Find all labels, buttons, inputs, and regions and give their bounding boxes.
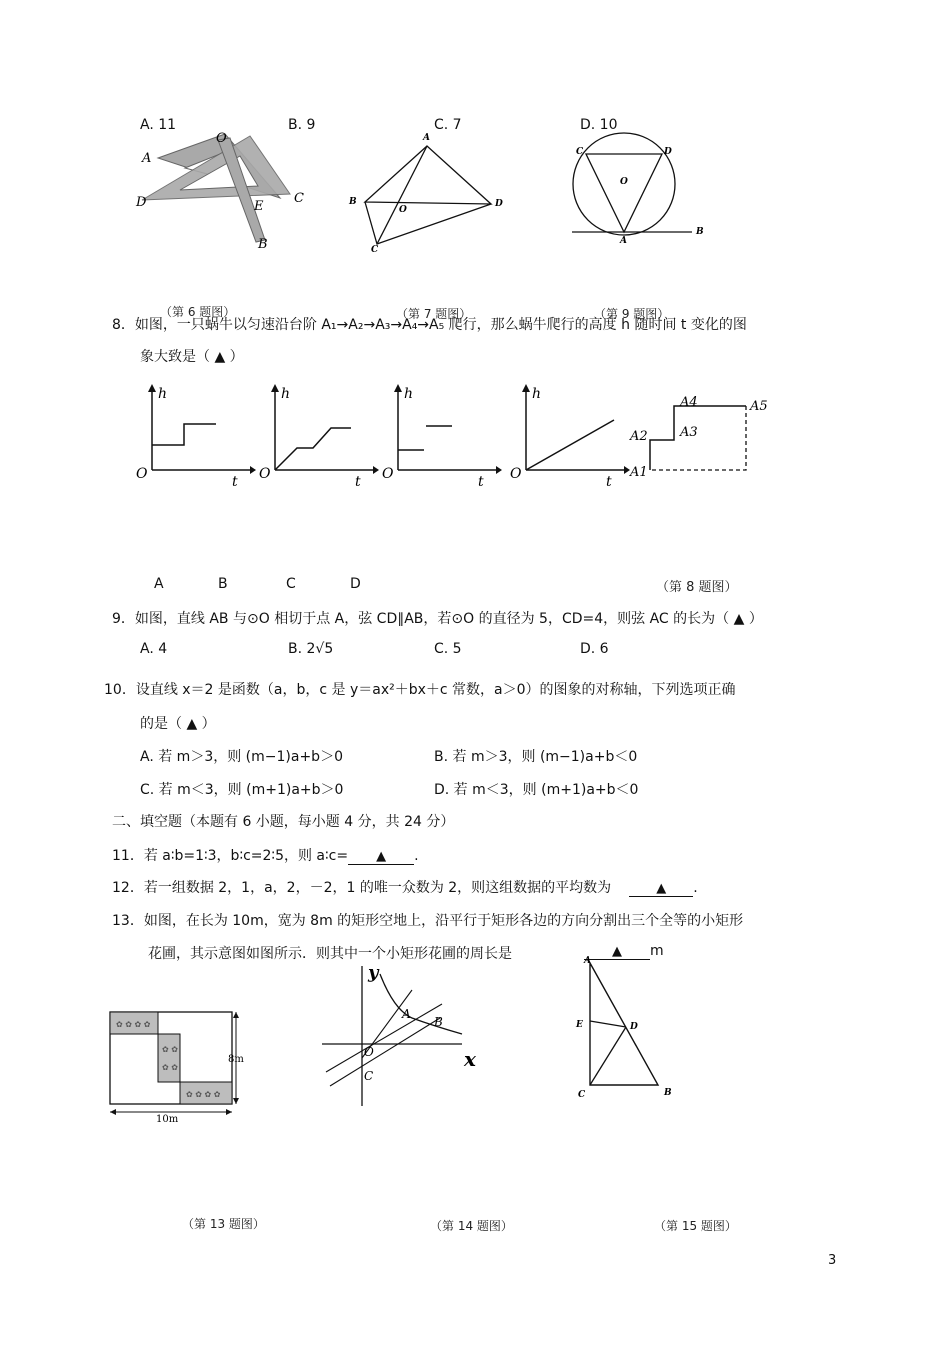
caption-fig7: （第 7 题图） (396, 307, 472, 321)
step-a5: A5 (750, 399, 768, 414)
q10-stem-line2: 的是（ ▲ ） (140, 716, 216, 732)
q9-stem: 9．如图，直线 AB 与⊙O 相切于点 A，弦 CD∥AB，若⊙O 的直径为 5，CD=4，则弦 AC 的长为（ ▲ ） (112, 611, 763, 627)
fig6-label-a: A (142, 151, 152, 166)
fig15-label-d: D (630, 1022, 638, 1032)
q8d-axis-h: h (532, 386, 542, 402)
q11-answer-blank[interactable]: ▲ (348, 849, 414, 865)
fig9-label-d: D (664, 147, 672, 157)
q8c-axis-t: t (478, 474, 484, 490)
q12-answer-blank[interactable]: ▲ (629, 881, 693, 897)
fig15-label-e: E (576, 1020, 583, 1030)
q8b-origin: O (259, 466, 271, 482)
fig14-label-o: O (364, 1045, 374, 1059)
figure-14 (318, 960, 484, 1108)
svg-text:✿ ✿: ✿ ✿ (162, 1045, 178, 1054)
q7-option-b: B. 9 (288, 117, 316, 133)
q8-option-d: D (350, 576, 361, 592)
caption-fig9: （第 9 题图） (594, 307, 670, 321)
caption-fig13: （第 13 题图） (182, 1217, 265, 1231)
q12 (112, 877, 698, 897)
q8c-origin: O (382, 466, 394, 482)
q8c-axis-h: h (404, 386, 414, 402)
svg-text:✿ ✿: ✿ ✿ (162, 1063, 178, 1072)
fig14-axis-y: y (368, 962, 379, 983)
fig13-dim-width: 10m (156, 1114, 179, 1125)
fig7-label-a: A (423, 133, 430, 143)
q12-end: . (693, 880, 698, 896)
figure-9 (560, 130, 710, 250)
fig7-label-o: O (399, 205, 407, 215)
q8d-axis-t: t (606, 474, 612, 490)
q8-graph-d (506, 382, 631, 490)
caption-fig8: （第 8 题图） (656, 580, 738, 595)
q8-stem-line2: 象大致是（ ▲ ） (140, 349, 244, 365)
q8b-axis-t: t (355, 474, 361, 490)
q8b-axis-h: h (281, 386, 291, 402)
q12-text: 12．若一组数据 2，1，a，2，－2，1 的唯一众数为 2，则这组数据的平均数为 (112, 880, 612, 896)
q8a-axis-h: h (158, 386, 168, 402)
q9-option-c: C. 5 (434, 641, 462, 657)
fig15-label-a: A (584, 956, 591, 966)
q13-stem-line1: 13．如图，在长为 10m，宽为 8m 的矩形空地上，沿平行于矩形各边的方向分割出三个全等的小矩形 (112, 913, 744, 929)
q10-option-b: B. 若 m＞3，则 (m−1)a+b＜0 (434, 749, 638, 765)
q11-end: . (414, 848, 419, 864)
fig6-label-e: E (254, 199, 264, 214)
figure-6 (130, 128, 315, 253)
q10-option-a: A. 若 m＞3，则 (m−1)a+b＞0 (140, 749, 343, 765)
q10-option-d: D. 若 m＜3，则 (m+1)a+b＜0 (434, 782, 639, 798)
fig6-label-o: O (216, 131, 227, 146)
q9-option-a: A. 4 (140, 641, 168, 657)
fig14-label-a: A (402, 1007, 411, 1021)
q8a-axis-t: t (232, 474, 238, 490)
fig7-label-d: D (495, 199, 503, 209)
q9-option-d: D. 6 (580, 641, 609, 657)
q10-stem-line1: 10．设直线 x＝2 是函数（a，b，c 是 y＝ax²＋bx＋c 常数，a＞0）的图象的对称轴，下列选项正确 (104, 682, 736, 698)
q8-staircase-figure (626, 390, 776, 486)
q9-option-b: B. 2√5 (288, 641, 334, 657)
q8d-origin: O (510, 466, 522, 482)
q7-option-d: D. 10 (580, 117, 618, 133)
q13-answer-blank[interactable]: ▲ (584, 944, 650, 960)
q8-option-b: B (218, 576, 228, 592)
fig14-label-b: B (434, 1015, 443, 1029)
fig13-dim-height: 8m (228, 1054, 244, 1065)
q13-unit: m (650, 943, 664, 959)
q11-text: 11．若 a∶b=1∶3，b∶c=2∶5，则 a∶c= (112, 848, 349, 864)
fig9-label-c: C (576, 147, 584, 157)
q8a-origin: O (136, 466, 148, 482)
q10-option-c: C. 若 m＜3，则 (m+1)a+b＞0 (140, 782, 344, 798)
step-a2: A2 (630, 429, 648, 444)
caption-fig6: （第 6 题图） (160, 305, 236, 319)
caption-fig14: （第 14 题图） (430, 1219, 513, 1233)
q13-stem-line2: 花圃，其示意图如图所示．则其中一个小矩形花圃的周长是 (148, 946, 512, 962)
q7-option-c: C. 7 (434, 117, 462, 133)
q7-option-a: A. 11 (140, 117, 177, 133)
fig6-label-d: D (136, 195, 147, 210)
q8-graph-c (378, 382, 503, 490)
fig14-label-c: C (364, 1069, 374, 1083)
section-2-heading: 二、填空题（本题有 6 小题，每小题 4 分，共 24 分） (112, 814, 455, 830)
q8-option-a: A (154, 576, 164, 592)
caption-fig15: （第 15 题图） (654, 1219, 737, 1233)
fig6-label-b: B (258, 237, 268, 252)
svg-text:✿ ✿ ✿ ✿: ✿ ✿ ✿ ✿ (116, 1020, 151, 1029)
fig6-label-c: C (294, 191, 304, 206)
step-a3: A3 (680, 425, 698, 440)
fig9-label-o: O (620, 177, 628, 187)
q8-graph-a (132, 382, 257, 490)
fig9-label-b: B (696, 227, 704, 237)
fig9-label-a: A (620, 236, 627, 246)
fig7-label-c: C (371, 245, 379, 255)
step-a4: A4 (680, 395, 698, 410)
figure-7 (345, 128, 510, 256)
page-number: 3 (828, 1253, 837, 1268)
fig15-label-b: B (664, 1088, 672, 1098)
figure-15 (572, 955, 682, 1103)
fig14-axis-x: x (464, 1047, 476, 1071)
figure-13 (106, 1008, 250, 1126)
q8-stem-line1: 8．如图，一只蜗牛以匀速沿台阶 A₁→A₂→A₃→A₄→A₅ 爬行，那么蜗牛爬行的高度 h 随时间 t 变化的图 (112, 317, 747, 333)
svg-text:✿ ✿ ✿ ✿: ✿ ✿ ✿ ✿ (186, 1090, 221, 1099)
q8-graph-b (255, 382, 380, 490)
q11 (112, 845, 419, 865)
fig15-label-c: C (578, 1090, 586, 1100)
step-a1: A1 (630, 465, 648, 480)
fig7-label-b: B (349, 197, 357, 207)
q8-option-c: C (286, 576, 296, 592)
